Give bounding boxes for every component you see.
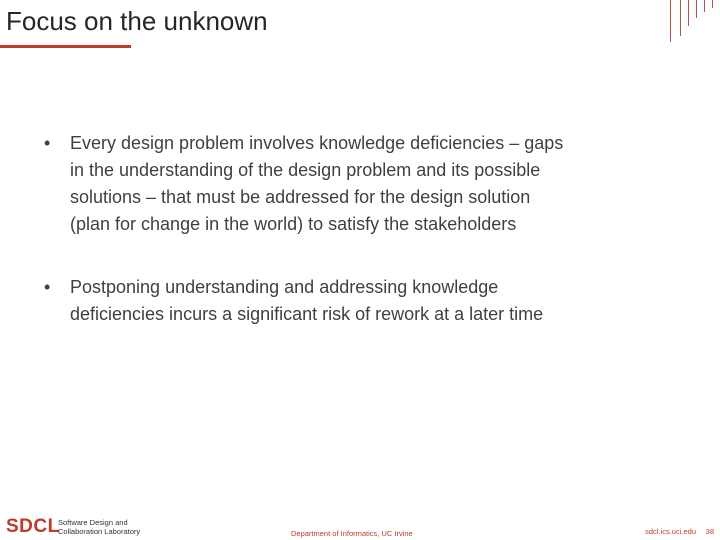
page-number: 38 [705,527,714,536]
bullet-dot: • [44,133,51,153]
bullet-item [44,130,684,238]
bullet-dot: • [44,277,51,297]
corner-line [696,0,697,18]
corner-line [688,0,689,26]
lab-name-line: Software Design and [58,518,128,527]
bullet-line: in the understanding of the design problem and its possible [70,160,541,180]
bullet-line: Every design problem involves knowledge deficiencies – gaps [70,133,564,153]
corner-line [670,0,671,42]
corner-line [680,0,681,36]
bullet-item [44,274,684,328]
website-url: sdcl.ics.uci.edu [645,527,696,536]
lab-name [58,518,140,536]
bullet-line: Postponing understanding and addressing knowledge [70,277,499,297]
lab-name-line: Collaboration Laboratory [58,527,141,536]
bullet-line: solutions – that must be addressed for the design solution [70,187,531,207]
bullet-list [44,130,684,364]
corner-line [704,0,705,12]
slide-title: Focus on the unknown [6,6,268,36]
bullet-line: deficiencies incurs a significant risk of rework at a later time [70,304,544,324]
department-text: Department of Informatics, UC Irvine [291,529,413,538]
corner-line [712,0,713,8]
bullet-line: (plan for change in the world) to satisfy the stakeholders [70,214,517,234]
title-underline [0,45,131,48]
corner-decoration [660,0,720,50]
sdcl-logo: SDCL [6,516,60,537]
